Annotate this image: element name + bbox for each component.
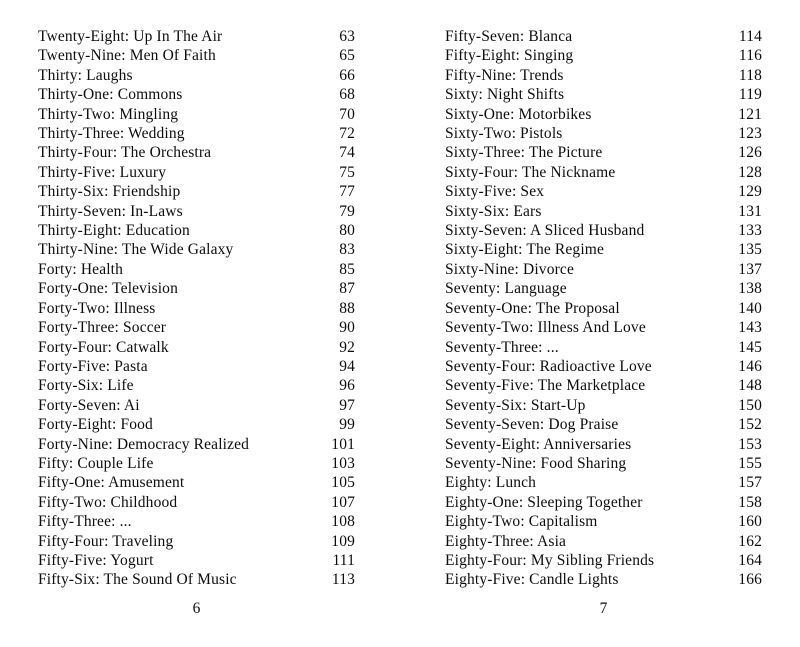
chapter-page-number: 66 [339, 66, 355, 84]
chapter-page-number: 101 [331, 435, 355, 453]
toc-entry [38, 260, 355, 279]
chapter-title: Fifty-Five: Yogurt [38, 551, 154, 569]
chapter-title: Thirty-Five: Luxury [38, 163, 167, 181]
toc-entry [445, 435, 762, 454]
chapter-title: Seventy-Two: Illness And Love [445, 319, 646, 337]
chapter-title: Sixty-Six: Ears [445, 202, 542, 220]
chapter-title: Fifty-Nine: Trends [445, 66, 564, 84]
chapter-page-number: 123 [738, 125, 762, 143]
chapter-title: Sixty-Five: Sex [445, 183, 545, 201]
chapter-title: Seventy-Six: Start-Up [445, 396, 586, 414]
toc-entry [38, 435, 355, 454]
toc-entry [38, 454, 355, 473]
chapter-title: Fifty-Four: Traveling [38, 532, 174, 550]
toc-entry [445, 512, 762, 531]
chapter-title: Forty-Three: Soccer [38, 319, 167, 337]
chapter-page-number: 140 [738, 299, 762, 317]
chapter-title: Seventy-Three: ... [445, 338, 559, 356]
toc-entry [38, 202, 355, 221]
toc-entry [445, 105, 762, 124]
chapter-page-number: 90 [339, 319, 355, 337]
chapter-title: Forty-Five: Pasta [38, 357, 148, 375]
toc-entry [38, 357, 355, 376]
chapter-title: Thirty-Three: Wedding [38, 125, 185, 143]
toc-entry [38, 221, 355, 240]
toc-entry [445, 376, 762, 395]
chapter-title: Seventy-Eight: Anniversaries [445, 435, 632, 453]
chapter-title: Fifty-Six: The Sound Of Music [38, 571, 237, 589]
toc-page-right [445, 27, 762, 618]
chapter-title: Seventy-Seven: Dog Praise [445, 416, 619, 434]
chapter-title: Sixty-Two: Pistols [445, 125, 563, 143]
toc-entry [38, 143, 355, 162]
chapter-page-number: 79 [339, 202, 355, 220]
chapter-page-number: 135 [738, 241, 762, 259]
chapter-page-number: 87 [339, 280, 355, 298]
chapter-title: Twenty-Nine: Men Of Faith [38, 47, 216, 65]
toc-entry [38, 570, 355, 589]
toc-entry [445, 338, 762, 357]
toc-entry [445, 299, 762, 318]
toc-entry [445, 454, 762, 473]
chapter-page-number: 118 [738, 66, 762, 84]
chapter-page-number: 166 [738, 571, 762, 589]
chapter-page-number: 96 [339, 377, 355, 395]
chapter-page-number: 160 [738, 513, 762, 531]
chapter-page-number: 63 [339, 28, 355, 45]
toc-entry [445, 85, 762, 104]
chapter-page-number: 88 [339, 299, 355, 317]
toc-entry [445, 532, 762, 551]
chapter-title: Sixty-Seven: A Sliced Husband [445, 222, 645, 240]
chapter-page-number: 116 [738, 47, 762, 65]
chapter-page-number: 114 [738, 28, 762, 45]
chapter-title: Sixty-One: Motorbikes [445, 105, 592, 123]
toc-entry [38, 279, 355, 298]
chapter-title: Forty: Health [38, 260, 124, 278]
chapter-title: Fifty-Two: Childhood [38, 493, 178, 511]
chapter-title: Sixty: Night Shifts [445, 86, 565, 104]
chapter-title: Eighty: Lunch [445, 474, 537, 492]
chapter-page-number: 99 [339, 416, 355, 434]
chapter-page-number: 77 [339, 183, 355, 201]
toc-entry [445, 124, 762, 143]
chapter-page-number: 133 [738, 222, 762, 240]
toc-page-left [38, 27, 355, 618]
toc-entry [445, 240, 762, 259]
toc-entry [445, 143, 762, 162]
chapter-title: Eighty-Two: Capitalism [445, 513, 598, 531]
toc-entry [445, 182, 762, 201]
chapter-page-number: 145 [738, 338, 762, 356]
toc-entry [38, 46, 355, 65]
chapter-title: Sixty-Eight: The Regime [445, 241, 605, 259]
chapter-title: Eighty-Four: My Sibling Friends [445, 551, 655, 569]
chapter-page-number: 119 [738, 86, 762, 104]
toc-entries-left [38, 27, 355, 590]
toc-entry [445, 279, 762, 298]
chapter-page-number: 137 [738, 260, 762, 278]
toc-entry [445, 163, 762, 182]
toc-entry [445, 66, 762, 85]
toc-entry [445, 27, 762, 46]
chapter-page-number: 128 [738, 163, 762, 181]
chapter-title: Forty-Seven: Ai [38, 396, 140, 414]
toc-entry [38, 105, 355, 124]
chapter-title: Thirty: Laughs [38, 66, 133, 84]
chapter-page-number: 152 [738, 416, 762, 434]
toc-entry [38, 396, 355, 415]
chapter-title: Fifty-Three: ... [38, 513, 132, 531]
chapter-title: Forty-Nine: Democracy Realized [38, 435, 250, 453]
chapter-title: Forty-Four: Catwalk [38, 338, 169, 356]
chapter-page-number: 75 [339, 163, 355, 181]
chapter-page-number: 162 [738, 532, 762, 550]
chapter-title: Seventy-One: The Proposal [445, 299, 620, 317]
toc-entry [38, 512, 355, 531]
toc-entry [38, 27, 355, 46]
chapter-page-number: 68 [339, 86, 355, 104]
chapter-page-number: 164 [738, 551, 762, 569]
toc-entry [38, 493, 355, 512]
chapter-page-number: 158 [738, 493, 762, 511]
toc-entry [445, 318, 762, 337]
chapter-page-number: 121 [738, 105, 762, 123]
chapter-title: Twenty-Eight: Up In The Air [38, 28, 223, 45]
chapter-page-number: 65 [339, 47, 355, 65]
toc-entry [38, 299, 355, 318]
toc-entry [38, 240, 355, 259]
toc-entry [38, 415, 355, 434]
chapter-page-number: 109 [331, 532, 355, 550]
chapter-title: Seventy-Five: The Marketplace [445, 377, 646, 395]
toc-entry [445, 570, 762, 589]
chapter-title: Seventy-Nine: Food Sharing [445, 454, 627, 472]
toc-entry [445, 357, 762, 376]
toc-entry [38, 163, 355, 182]
chapter-page-number: 105 [331, 474, 355, 492]
chapter-page-number: 74 [339, 144, 355, 162]
chapter-page-number: 107 [331, 493, 355, 511]
toc-entry [38, 376, 355, 395]
chapter-page-number: 111 [332, 551, 355, 569]
chapter-page-number: 70 [339, 105, 355, 123]
toc-entry [38, 473, 355, 492]
toc-entry [445, 260, 762, 279]
toc-entry [38, 338, 355, 357]
chapter-page-number: 146 [738, 357, 762, 375]
chapter-title: Thirty-One: Commons [38, 86, 183, 104]
chapter-title: Eighty-One: Sleeping Together [445, 493, 643, 511]
chapter-title: Fifty-Eight: Singing [445, 47, 574, 65]
chapter-page-number: 80 [339, 222, 355, 240]
chapter-title: Thirty-Four: The Orchestra [38, 144, 212, 162]
chapter-page-number: 143 [738, 319, 762, 337]
chapter-title: Forty-One: Television [38, 280, 178, 298]
toc-entry [38, 532, 355, 551]
chapter-title: Thirty-Two: Mingling [38, 105, 179, 123]
chapter-title: Thirty-Eight: Education [38, 222, 190, 240]
chapter-page-number: 108 [331, 513, 355, 531]
chapter-title: Forty-Six: Life [38, 377, 134, 395]
chapter-page-number: 153 [738, 435, 762, 453]
toc-entry [38, 85, 355, 104]
chapter-title: Seventy: Language [445, 280, 567, 298]
chapter-page-number: 92 [339, 338, 355, 356]
toc-entries-right [445, 27, 762, 590]
chapter-page-number: 131 [738, 202, 762, 220]
toc-entry [38, 318, 355, 337]
toc-entry [445, 396, 762, 415]
chapter-title: Eighty-Three: Asia [445, 532, 567, 550]
chapter-page-number: 157 [738, 474, 762, 492]
folio-page-number-left: 6 [192, 599, 201, 617]
chapter-title: Sixty-Three: The Picture [445, 144, 603, 162]
chapter-title: Forty-Eight: Food [38, 416, 153, 434]
chapter-page-number: 113 [331, 571, 355, 589]
folio-page-number-right: 7 [599, 599, 608, 617]
chapter-title: Eighty-Five: Candle Lights [445, 571, 619, 589]
chapter-title: Fifty-One: Amusement [38, 474, 185, 492]
toc-entry [445, 551, 762, 570]
chapter-title: Sixty-Four: The Nickname [445, 163, 616, 181]
chapter-page-number: 83 [339, 241, 355, 259]
toc-entry [445, 202, 762, 221]
toc-entry [445, 415, 762, 434]
toc-entry [38, 182, 355, 201]
chapter-page-number: 150 [738, 396, 762, 414]
chapter-page-number: 138 [738, 280, 762, 298]
toc-entry [445, 221, 762, 240]
toc-entry [445, 473, 762, 492]
chapter-title: Forty-Two: Illness [38, 299, 156, 317]
chapter-page-number: 129 [738, 183, 762, 201]
chapter-page-number: 72 [339, 125, 355, 143]
chapter-title: Thirty-Nine: The Wide Galaxy [38, 241, 234, 259]
chapter-title: Fifty-Seven: Blanca [445, 28, 573, 45]
toc-entry [38, 66, 355, 85]
chapter-title: Thirty-Seven: In-Laws [38, 202, 183, 220]
chapter-page-number: 85 [339, 260, 355, 278]
toc-entry [445, 493, 762, 512]
chapter-page-number: 148 [738, 377, 762, 395]
chapter-title: Seventy-Four: Radioactive Love [445, 357, 652, 375]
chapter-page-number: 94 [339, 357, 355, 375]
chapter-title: Sixty-Nine: Divorce [445, 260, 574, 278]
chapter-title: Fifty: Couple Life [38, 454, 154, 472]
chapter-page-number: 155 [738, 454, 762, 472]
chapter-page-number: 103 [331, 454, 355, 472]
toc-entry [445, 46, 762, 65]
chapter-title: Thirty-Six: Friendship [38, 183, 181, 201]
chapter-page-number: 126 [738, 144, 762, 162]
toc-entry [38, 124, 355, 143]
chapter-page-number: 97 [339, 396, 355, 414]
toc-entry [38, 551, 355, 570]
